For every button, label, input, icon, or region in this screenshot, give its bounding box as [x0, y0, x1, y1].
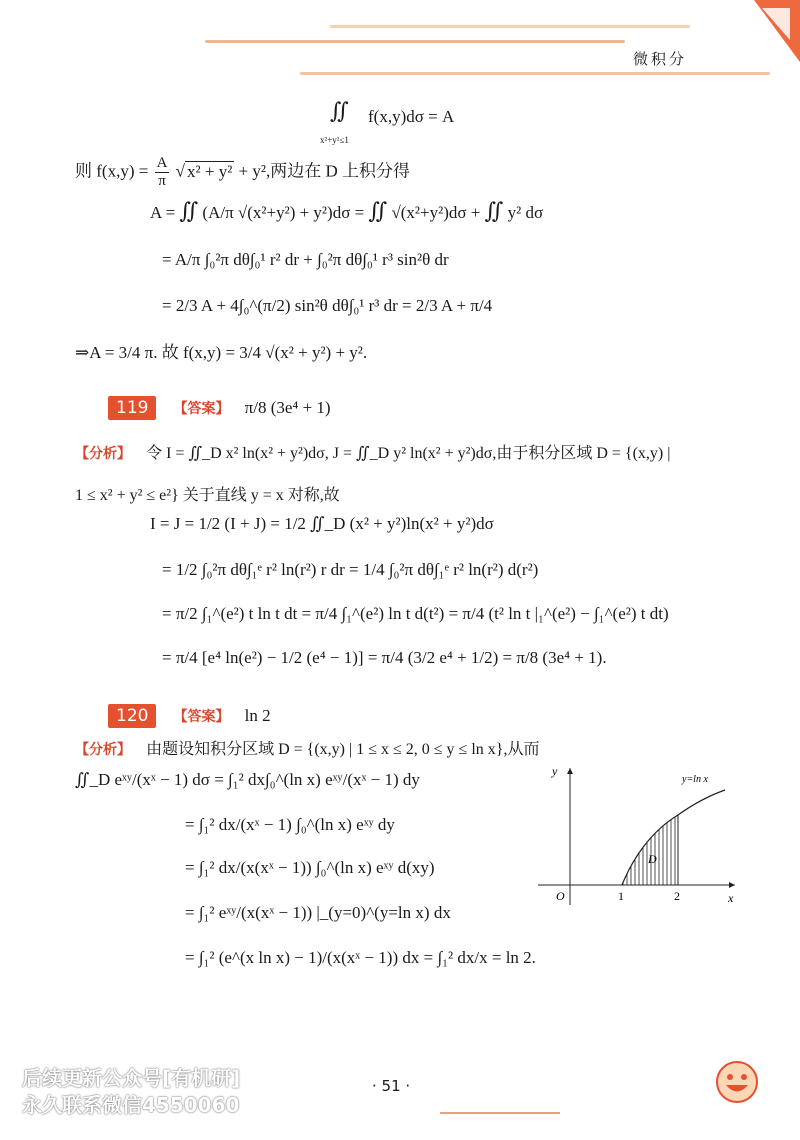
region-label: D [648, 852, 657, 866]
answer-tag: 【答案】 [173, 401, 230, 417]
eq-line-5: ⇒A = 3/4 π. 故 f(x,y) = 3/4 √(x² + y²) + y². [75, 343, 368, 362]
q120-eq-line-6: = ∫₁² (e^(x ln x) − 1)/(x(xˣ − 1)) dx = ∫₁² dx/x = ln 2. [185, 948, 536, 967]
tick-label-1: 1 [618, 889, 624, 903]
header-corner-shape [740, 0, 800, 65]
answer-value: ln 2 [244, 706, 271, 725]
region-figure [530, 760, 740, 910]
eq-line-2-end: y² dσ [507, 203, 544, 222]
q119-eq-line-3: I = J = 1/2 (I + J) = 1/2 ∬_D (x² + y²)ln(x² + y²)dσ [150, 514, 494, 533]
eq-line-3: = A/π ∫₀²π dθ∫₀¹ r² dr + ∫₀²π dθ∫₀¹ r³ sin²θ dr [162, 250, 449, 269]
q120-analysis-line-1 [75, 736, 539, 759]
header-stripe [300, 72, 770, 75]
tick-label-2: 2 [674, 889, 680, 903]
integral-sign: ∬ [484, 198, 504, 223]
q120-eq-line-2: ∬_D eˣʸ/(xˣ − 1) dσ = ∫₁² dx∫₀^(ln x) eˣʸ/(xˣ − 1) dy [75, 770, 420, 789]
header-stripe [330, 25, 690, 28]
analysis-text: 由题设知积分区域 D = {(x,y) | 1 ≤ x ≤ 2, 0 ≤ y ≤ ln x},从而 [146, 741, 540, 758]
q119-header [108, 398, 331, 418]
analysis-tag: 【分析】 [75, 742, 131, 758]
answer-tag: 【答案】 [173, 709, 230, 725]
watermark-line-1: 后续更新公众号[有机研] [22, 1066, 241, 1090]
eq-line-2-start: A = [150, 203, 176, 222]
q119-analysis-line-1 [75, 440, 670, 463]
q119-analysis-line-2: 1 ≤ x² + y² ≤ e²} 关于直线 y = x 对称,故 [75, 487, 340, 504]
eq-sqrt: x² + y² [187, 161, 233, 181]
answer-value: π/8 (3e⁴ + 1) [244, 398, 331, 417]
origin-label: O [556, 889, 565, 903]
eq-line-2-mid: (A/π √(x²+y²) + y²)dσ = [202, 203, 365, 222]
watermark-line-2: 永久联系微信4550060 [22, 1093, 240, 1117]
eq-fraction [155, 155, 170, 191]
q119-eq-line-6: = π/4 [e⁴ ln(e²) − 1/2 (e⁴ − 1)] = π/4 (3/2 e⁴ + 1/2) = π/8 (3e⁴ + 1). [162, 648, 607, 667]
smiley-icon [715, 1060, 759, 1104]
page-number: · 51 · [372, 1077, 411, 1095]
integral-sign: ∬ [179, 198, 199, 223]
header-stripe [205, 40, 625, 43]
q120-eq-line-4: = ∫₁² dx/(x(xˣ − 1)) ∫₀^(ln x) eˣʸ d(xy) [185, 858, 435, 877]
question-number-badge: 119 [108, 396, 156, 420]
curve-label: y=ln x [682, 774, 708, 785]
region-figure-svg [530, 760, 740, 910]
eq-double-integral-sign: ∬ [330, 98, 349, 123]
eq-line-2-tail: √(x²+y²)dσ + [391, 203, 481, 222]
q120-eq-line-3: = ∫₁² dx/(xˣ − 1) ∫₀^(ln x) eˣʸ dy [185, 815, 395, 834]
y-axis-label: y [552, 764, 558, 778]
eq-line-2 [150, 198, 543, 224]
eq-line-4: = 2/3 A + 4∫₀^(π/2) sin²θ dθ∫₀¹ r³ dr = 2/3 A + π/4 [162, 296, 493, 315]
eq-line-1-prefix: 则 f(x,y) = [75, 161, 149, 181]
q119-eq-line-4: = 1/2 ∫₀²π dθ∫₁ᵉ r² ln(r²) r dr = 1/4 ∫₀²π dθ∫₁ᵉ r² ln(r²) d(r²) [162, 560, 539, 579]
watermark [22, 1065, 240, 1119]
x-axis-label: x [728, 891, 734, 905]
analysis-tag: 【分析】 [75, 446, 131, 462]
shaded-region-d [622, 815, 678, 885]
integral-sign: ∬ [368, 198, 388, 223]
analysis-text: 令 I = ∬_D x² ln(x² + y²)dσ, J = ∬_D y² ln(x² + y²)dσ,由于积分区域 D = {(x,y) | [146, 445, 671, 462]
eq-line-1: 则 f(x,y) = $\frac{A}{\pi}$ √ x² + y² + y²,两边在 D 上积分得 [75, 155, 411, 190]
frac-num: A [155, 155, 170, 173]
q120-eq-line-5: = ∫₁² eˣʸ/(x(xˣ − 1)) |_(y=0)^(y=ln x) dx [185, 903, 451, 922]
eq-region-label: x²+y²≤1 [320, 135, 349, 145]
question-number-badge: 120 [108, 704, 156, 728]
frac-den: π [158, 173, 166, 190]
eq-line-1-suffix: + y²,两边在 D 上积分得 [238, 161, 411, 181]
footer-accent-line [440, 1112, 560, 1114]
q119-eq-line-5: = π/2 ∫₁^(e²) t ln t dt = π/4 ∫₁^(e²) ln t d(t²) = π/4 (t² ln t |₁^(e²) − ∫₁^(e²) t dt) [162, 604, 669, 623]
eq-line-0: f(x,y)dσ = A [368, 107, 455, 126]
q120-header [108, 706, 271, 726]
section-title: 微积分 [633, 50, 688, 68]
